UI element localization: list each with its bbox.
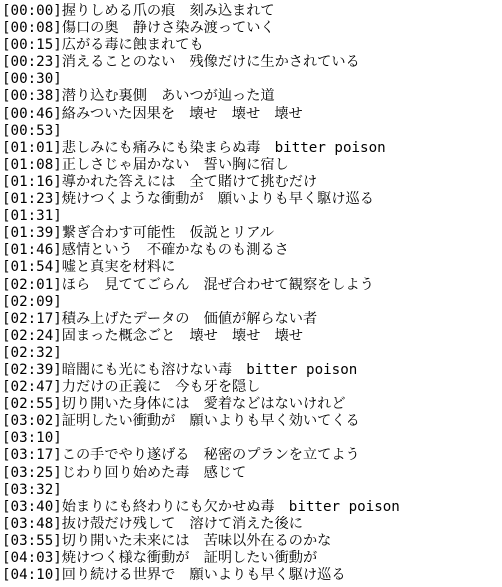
timestamp: [01:08] [2, 156, 62, 173]
lyric-text: 回り続ける世界で 願いよりも早く駆け巡る [61, 567, 346, 584]
lyric-line [2, 225, 502, 242]
lyric-text: 切り開いた身体には 愛着などはないけれど [61, 396, 346, 413]
lyric-line [2, 208, 502, 225]
lyric-line [2, 447, 502, 464]
timestamp: [00:46] [2, 105, 62, 122]
timestamp: [01:31] [2, 208, 62, 225]
timestamp: [03:32] [2, 481, 62, 498]
lyric-text: 広がる毒に蝕まれても [61, 37, 204, 54]
timestamp: [00:00] [2, 3, 62, 19]
timestamp: [03:25] [2, 464, 62, 481]
lyric-line [2, 242, 502, 259]
timestamp: [04:10] [2, 567, 62, 584]
lyric-text: 切り開いた未来には 苦味以外在るのかな [61, 532, 332, 549]
lyric-line [2, 140, 502, 157]
lyric-text: ほら 見ててごらん 混ぜ合わせて観察をしよう [61, 276, 374, 293]
timestamp: [02:39] [2, 361, 62, 378]
lyric-line [2, 174, 502, 191]
timestamp: [02:01] [2, 276, 62, 293]
lyric-line [2, 328, 502, 345]
lyric-text: 嘘と真実を材料に [61, 259, 176, 276]
timestamp: [01:39] [2, 225, 62, 242]
timestamp: [00:30] [2, 71, 62, 88]
lyric-line [2, 516, 502, 533]
lyric-text: 正しさじゃ届かない 誓い胸に宿し [61, 156, 289, 173]
lyric-line [2, 157, 502, 174]
lyric-line [2, 71, 502, 88]
lyric-text: 潜り込む裏側 あいつが辿った道 [61, 88, 275, 105]
lyric-text: 感情という 不確かなものも測るさ [61, 242, 289, 259]
lyric-line [2, 379, 502, 396]
lyric-text: 固まった概念ごと 壊せ 壊せ 壊せ [61, 327, 303, 344]
lyric-line [2, 54, 502, 71]
lyric-line [2, 413, 502, 430]
timestamp: [01:54] [2, 259, 62, 276]
timestamp: [00:53] [2, 122, 62, 139]
lyric-text: 傷口の奥 静けさ染み渡っていく [61, 20, 275, 37]
lyric-text: 積み上げたデータの 価値が解らない者 [61, 310, 318, 327]
lyric-line [2, 362, 502, 379]
timestamp: [03:10] [2, 430, 62, 447]
timestamp: [02:32] [2, 344, 62, 361]
lyric-text: この手でやり遂げる 秘密のプランを立てよう [61, 447, 360, 464]
lyric-text: 証明したい衝動が 願いよりも早く効いてくる [61, 413, 360, 430]
lyric-text: 抜け殻だけ残して 溶けて消えた後に [61, 515, 303, 532]
timestamp: [01:16] [2, 173, 62, 190]
lyric-text: 握りしめる爪の痕 刻み込まれて [61, 3, 275, 19]
timestamp: [04:03] [2, 550, 62, 566]
timestamp: [03:55] [2, 532, 62, 549]
lyric-line [2, 123, 502, 140]
timestamp: [00:15] [2, 37, 62, 54]
lyric-line [2, 259, 502, 276]
lyric-line [2, 106, 502, 123]
lyric-line [2, 345, 502, 362]
lyric-text: 消えることのない 残像だけに生かされている [61, 54, 360, 71]
timestamp: [03:40] [2, 498, 62, 515]
timestamp: [02:17] [2, 310, 62, 327]
timestamp: [02:47] [2, 379, 62, 396]
lyric-text: 暗闇にも光にも溶けない毒 bitter poison [61, 361, 358, 378]
timestamp: [01:46] [2, 242, 62, 259]
timestamp: [03:48] [2, 515, 62, 532]
lyric-line [2, 430, 502, 447]
lyric-line [2, 191, 502, 208]
lyric-text: 悲しみにも痛みにも染まらぬ毒 bitter poison [61, 139, 386, 156]
timestamp: [02:09] [2, 293, 62, 310]
timestamp: [00:38] [2, 88, 62, 105]
timestamp: [00:23] [2, 54, 62, 71]
lyric-line [2, 277, 502, 294]
lyric-text: 始まりにも終わりにも欠かせぬ毒 bitter poison [61, 498, 400, 515]
timestamp: [00:08] [2, 20, 62, 37]
lyric-text: 焼けつく様な衝動が 証明したい衝動が [61, 550, 318, 566]
lyric-text: 導かれた答えには 全て賭けて挑むだけ [61, 173, 318, 190]
lyric-line [2, 3, 502, 20]
lyric-text: 繋ぎ合わす可能性 仮説とリアル [61, 225, 275, 242]
lyric-line [2, 294, 502, 311]
lyric-line [2, 567, 502, 584]
lyric-line [2, 37, 502, 54]
lyric-text: 絡みついた因果を 壊せ 壊せ 壊せ [61, 105, 303, 122]
lyric-line [2, 499, 502, 516]
timestamp: [02:55] [2, 396, 62, 413]
lyric-text: 力だけの正義に 今も牙を隠し [61, 379, 261, 396]
lyric-line [2, 482, 502, 499]
lyric-line [2, 311, 502, 328]
timestamp: [02:24] [2, 327, 62, 344]
lyric-line [2, 533, 502, 550]
timestamp: [01:23] [2, 191, 62, 208]
lyric-text: 焼けつくような衝動が 願いよりも早く駆け巡る [61, 191, 374, 208]
timestamp: [03:17] [2, 447, 62, 464]
lyric-line [2, 88, 502, 105]
lyric-text: じわり回り始めた毒 感じて [61, 464, 247, 481]
lyric-line [2, 20, 502, 37]
lyric-line [2, 550, 502, 567]
timestamp: [03:02] [2, 413, 62, 430]
timestamp: [01:01] [2, 139, 62, 156]
lyric-line [2, 465, 502, 482]
lyric-line [2, 396, 502, 413]
